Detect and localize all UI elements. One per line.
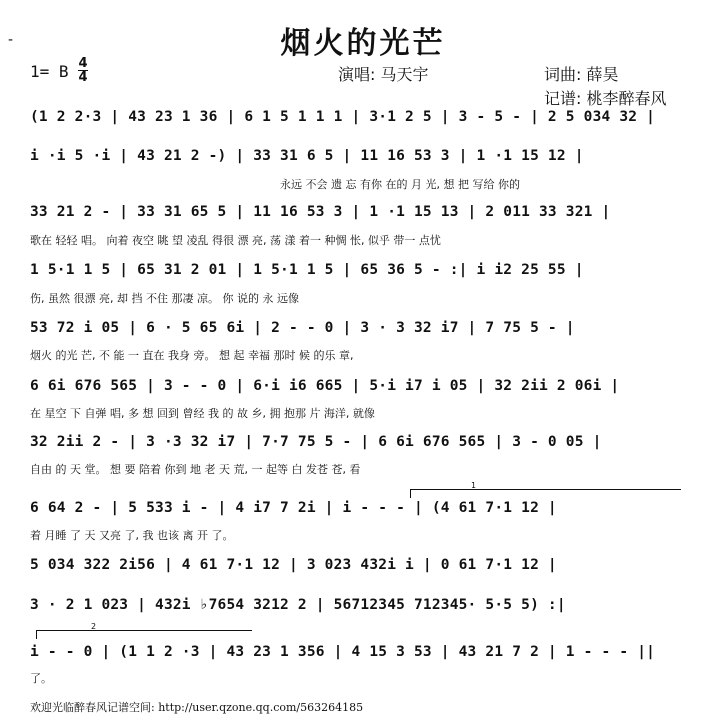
score-row-3-lyrics: 歌在 轻轻 唱。 向着 夜空 眺 望 凌乱 得很 漂 亮, 荡 漾 着一 种惆 怅, 似乎 带一 点忧 <box>30 234 441 247</box>
score-row-10-notes: 3 · 2 1 023 | 432i ♭7654 3212 2 | 56712345 712345· 5·5 5) :| <box>30 597 566 613</box>
second-ending-bracket <box>36 622 252 639</box>
song-title: 烟火的光芒 <box>280 26 446 61</box>
score-row-3-notes: 33 21 2 - | 33 31 65 5 | 11 16 53 3 | 1 ·1 15 13 | 2 011 33 321 | <box>30 204 611 220</box>
score-row-9-notes: 5 034 322 2i56 | 4 61 7·1 12 | 3 023 432i i | 0 61 7·1 12 | <box>30 557 557 573</box>
second-ending-number: 2 <box>91 622 97 631</box>
score-row-4-notes: 1 5·1 1 5 | 65 31 2 01 | 1 5·1 1 5 | 65 36 5 - :| i i2 25 55 | <box>30 262 584 278</box>
score-row-7-notes: 32 2ii 2 - | 3 ·3 32 i7 | 7·7 75 5 - | 6 6i 676 565 | 3 - 0 05 | <box>30 434 602 450</box>
time-signature-bottom: 4 <box>78 70 88 85</box>
first-ending-number: 1 <box>471 481 477 490</box>
score-row-6-notes: 6 6i 676 565 | 3 - - 0 | 6·i i6 665 | 5·i i7 i 05 | 32 2ii 2 06i | <box>30 378 620 394</box>
score-row-11-notes: i - - 0 | (1 1 2 ·3 | 43 23 1 356 | 4 15 3 53 | 43 21 7 2 | 1 - - - || <box>30 644 656 660</box>
score-row-8-notes: 6 64 2 - | 5 533 i - | 4 i7 7 2i | i - - - | (4 61 7·1 12 | <box>30 500 557 516</box>
transcriber-credit: 记谱: 桃李醉春风 <box>544 89 667 108</box>
score-row-11-lyrics: 了。 <box>30 672 52 685</box>
first-ending-bracket <box>410 481 681 498</box>
key-signature: 1= B <box>30 62 69 81</box>
singer-credit: 演唱: 马天宇 <box>338 65 429 84</box>
score-row-2-notes: i ·i 5 ·i | 43 21 2 -) | 33 31 6 5 | 11 16 53 3 | 1 ·1 15 12 | <box>30 148 584 164</box>
score-row-4-lyrics: 伤, 虽然 很漂 亮, 却 挡 不住 那凄 凉。 你 说的 永 远像 <box>30 292 299 305</box>
page-dash: - <box>8 32 14 48</box>
score-row-1-notes: (1 2 2·3 | 43 23 1 36 | 6 1 5 1 1 1 | 3·1 2 5 | 3 - 5 - | 2 5 034 32 | <box>30 109 656 125</box>
score-row-8-lyrics: 着 月睡 了 天 又亮 了, 我 也该 离 开 了。 <box>30 529 234 542</box>
score-row-6-lyrics: 在 星空 下 自弹 唱, 多 想 回到 曾经 我 的 故 乡, 拥 抱那 片 海洋, 就像 <box>30 407 375 420</box>
composer-credit: 词曲: 薛昊 <box>544 65 619 84</box>
time-signature-top: 4 <box>78 56 88 71</box>
time-signature <box>78 58 88 83</box>
score-row-7-lyrics: 自由 的 天 堂。 想 要 陪着 你到 地 老 天 荒, 一 起等 白 发苍 苍, 看 <box>30 463 361 476</box>
score-row-5-notes: 53 72 i 05 | 6 · 5 65 6i | 2 - - 0 | 3 · 3 32 i7 | 7 75 5 - | <box>30 320 575 336</box>
score-row-5-lyrics: 烟火 的光 芒, 不 能 一 直在 我身 旁。 想 起 幸福 那时 候 的乐 章, <box>30 349 354 362</box>
footer-credit: 欢迎光临醉春风记谱空间: http://user.qzone.qq.com/563264185 <box>30 701 364 714</box>
score-row-2-lyrics: 永远 不会 遗 忘 有你 在的 月 光, 想 把 写给 你的 <box>280 178 520 191</box>
